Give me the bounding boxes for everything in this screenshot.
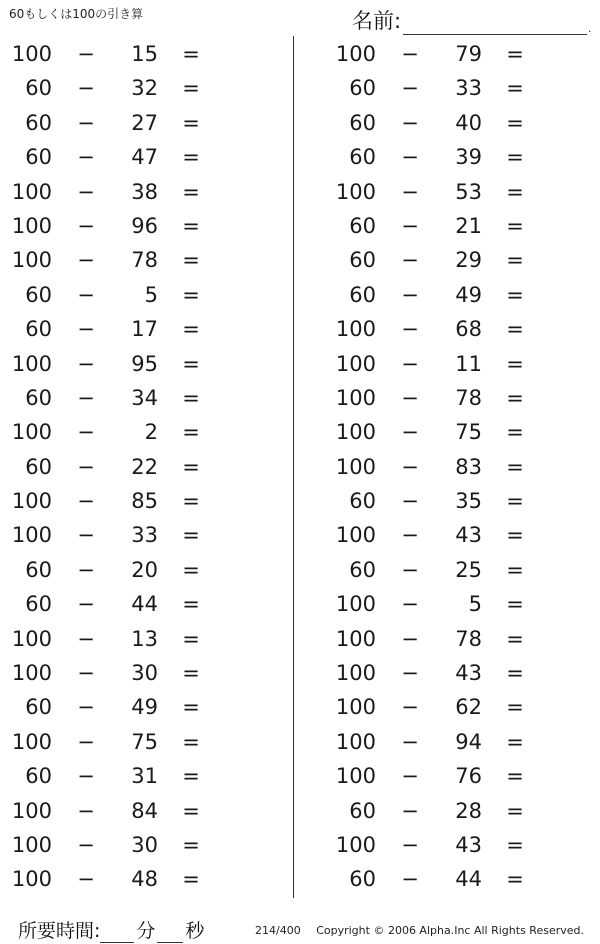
subtrahend: 43	[455, 832, 482, 857]
minuend: 100	[335, 420, 376, 445]
minuend: 60	[25, 76, 52, 101]
time-label: 所要時間:	[18, 920, 101, 942]
problem-row	[324, 243, 584, 277]
problem-row	[0, 725, 260, 759]
problem-row	[324, 106, 584, 140]
problem-row	[0, 587, 260, 621]
minuend: 100	[335, 179, 376, 204]
equals-sign: =	[182, 42, 200, 66]
equals-sign: =	[182, 832, 200, 857]
problem-row	[0, 415, 260, 449]
subtrahend: 20	[131, 557, 158, 582]
minuend: 100	[335, 385, 376, 410]
minus-sign: −	[401, 626, 419, 651]
problem-row	[0, 140, 260, 174]
problem-row	[0, 622, 260, 656]
subtrahend: 25	[455, 557, 482, 582]
problem-row	[324, 484, 584, 518]
name-blank-line[interactable]	[403, 10, 587, 35]
subtrahend: 78	[455, 626, 482, 651]
minuend: 100	[11, 523, 52, 548]
problem-row	[324, 862, 584, 896]
equals-sign: =	[506, 454, 524, 479]
footer-info	[255, 924, 584, 937]
minus-sign: −	[77, 282, 95, 307]
problem-row	[0, 312, 260, 346]
subtrahend: 44	[131, 592, 158, 617]
minuend: 60	[25, 282, 52, 307]
minus-sign: −	[77, 420, 95, 445]
subtrahend: 15	[131, 42, 158, 66]
problem-row	[0, 450, 260, 484]
equals-sign: =	[182, 661, 200, 686]
subtrahend: 68	[455, 317, 482, 342]
subtrahend: 5	[144, 282, 158, 307]
minus-sign: −	[401, 523, 419, 548]
problem-row	[0, 37, 260, 71]
minus-sign: −	[401, 661, 419, 686]
equals-sign: =	[182, 523, 200, 548]
minus-sign: −	[77, 179, 95, 204]
minuend: 100	[11, 248, 52, 273]
subtrahend: 47	[131, 145, 158, 170]
problem-row	[0, 828, 260, 862]
minuend: 100	[11, 626, 52, 651]
minus-sign: −	[77, 626, 95, 651]
subtrahend: 17	[131, 317, 158, 342]
subtrahend: 78	[455, 385, 482, 410]
minuend: 60	[349, 248, 376, 273]
minus-sign: −	[77, 798, 95, 823]
subtrahend: 13	[131, 626, 158, 651]
name-line-dot: .	[588, 24, 592, 35]
minus-sign: −	[77, 523, 95, 548]
equals-sign: =	[182, 557, 200, 582]
minuend: 100	[11, 798, 52, 823]
minuend: 60	[349, 867, 376, 892]
equals-sign: =	[506, 110, 524, 135]
minuend: 60	[349, 110, 376, 135]
equals-sign: =	[506, 867, 524, 892]
minus-sign: −	[401, 557, 419, 582]
problem-row	[0, 484, 260, 518]
page-number: 214/400	[255, 924, 301, 937]
time-taken-field	[18, 916, 206, 943]
equals-sign: =	[506, 661, 524, 686]
equals-sign: =	[506, 592, 524, 617]
minuend: 100	[335, 592, 376, 617]
minuend: 60	[349, 145, 376, 170]
subtrahend: 38	[131, 179, 158, 204]
subtrahend: 32	[131, 76, 158, 101]
subtrahend: 78	[131, 248, 158, 273]
minus-sign: −	[401, 179, 419, 204]
problem-row	[324, 587, 584, 621]
minus-sign: −	[401, 867, 419, 892]
equals-sign: =	[506, 420, 524, 445]
minuend: 100	[335, 661, 376, 686]
subtrahend: 44	[455, 867, 482, 892]
problem-row	[0, 106, 260, 140]
worksheet-title: 60もしくは100の引き算	[9, 7, 144, 21]
equals-sign: =	[182, 282, 200, 307]
equals-sign: =	[506, 145, 524, 170]
subtrahend: 2	[144, 420, 158, 445]
subtrahend: 31	[131, 764, 158, 789]
minutes-label: 分	[136, 920, 156, 942]
minus-sign: −	[401, 832, 419, 857]
minuend: 100	[335, 523, 376, 548]
minus-sign: −	[401, 592, 419, 617]
subtrahend: 49	[131, 695, 158, 720]
equals-sign: =	[182, 248, 200, 273]
problem-row	[324, 312, 584, 346]
minuend: 60	[25, 764, 52, 789]
seconds-label: 秒	[185, 920, 205, 942]
minus-sign: −	[77, 385, 95, 410]
subtrahend: 75	[131, 729, 158, 754]
minus-sign: −	[401, 385, 419, 410]
subtrahend: 83	[455, 454, 482, 479]
minus-sign: −	[401, 248, 419, 273]
equals-sign: =	[506, 42, 524, 66]
minus-sign: −	[77, 592, 95, 617]
minuend: 100	[11, 420, 52, 445]
problem-row	[324, 450, 584, 484]
equals-sign: =	[182, 729, 200, 754]
equals-sign: =	[182, 385, 200, 410]
problem-row	[0, 690, 260, 724]
minuend: 60	[25, 110, 52, 135]
equals-sign: =	[506, 351, 524, 376]
minus-sign: −	[77, 832, 95, 857]
equals-sign: =	[182, 764, 200, 789]
minus-sign: −	[77, 867, 95, 892]
equals-sign: =	[182, 213, 200, 238]
minus-sign: −	[401, 798, 419, 823]
problem-row	[0, 553, 260, 587]
equals-sign: =	[182, 626, 200, 651]
equals-sign: =	[182, 454, 200, 479]
minuend: 100	[11, 42, 52, 66]
minuend: 60	[25, 385, 52, 410]
equals-sign: =	[182, 489, 200, 514]
column-divider	[293, 36, 294, 898]
minuend: 100	[11, 351, 52, 376]
problem-row	[0, 175, 260, 209]
equals-sign: =	[182, 420, 200, 445]
equals-sign: =	[506, 179, 524, 204]
minuend: 100	[335, 351, 376, 376]
right-problem-column	[324, 37, 584, 897]
minus-sign: −	[401, 489, 419, 514]
problem-row	[324, 71, 584, 105]
equals-sign: =	[182, 798, 200, 823]
equals-sign: =	[182, 145, 200, 170]
subtrahend: 85	[131, 489, 158, 514]
minuend: 100	[11, 832, 52, 857]
problem-row	[0, 243, 260, 277]
minus-sign: −	[401, 695, 419, 720]
minus-sign: −	[401, 213, 419, 238]
equals-sign: =	[506, 626, 524, 651]
subtrahend: 35	[455, 489, 482, 514]
equals-sign: =	[506, 282, 524, 307]
problem-row	[0, 794, 260, 828]
minus-sign: −	[77, 489, 95, 514]
problem-row	[324, 725, 584, 759]
subtrahend: 34	[131, 385, 158, 410]
minus-sign: −	[77, 213, 95, 238]
subtrahend: 28	[455, 798, 482, 823]
problem-row	[0, 381, 260, 415]
minuend: 100	[335, 454, 376, 479]
minuend: 100	[11, 729, 52, 754]
subtrahend: 79	[455, 42, 482, 66]
minus-sign: −	[401, 145, 419, 170]
subtrahend: 75	[455, 420, 482, 445]
equals-sign: =	[506, 695, 524, 720]
subtrahend: 96	[131, 213, 158, 238]
minuend: 60	[349, 489, 376, 514]
minus-sign: −	[77, 764, 95, 789]
equals-sign: =	[182, 867, 200, 892]
minuend: 60	[349, 76, 376, 101]
problem-row	[324, 553, 584, 587]
minuend: 100	[11, 867, 52, 892]
equals-sign: =	[506, 317, 524, 342]
minus-sign: −	[77, 351, 95, 376]
subtrahend: 40	[455, 110, 482, 135]
minus-sign: −	[401, 351, 419, 376]
problem-row	[324, 381, 584, 415]
subtrahend: 33	[455, 76, 482, 101]
minus-sign: −	[77, 695, 95, 720]
minus-sign: −	[401, 42, 419, 66]
problem-row	[324, 37, 584, 71]
minus-sign: −	[77, 248, 95, 273]
equals-sign: =	[506, 213, 524, 238]
problem-row	[0, 209, 260, 243]
subtrahend: 27	[131, 110, 158, 135]
minuend: 60	[349, 798, 376, 823]
subtrahend: 30	[131, 832, 158, 857]
minus-sign: −	[401, 764, 419, 789]
subtrahend: 43	[455, 661, 482, 686]
subtrahend: 94	[455, 729, 482, 754]
copyright-notice: Copyright © 2006 Alpha.Inc All Rights Reserved.	[316, 924, 584, 937]
minuend: 100	[11, 661, 52, 686]
equals-sign: =	[506, 832, 524, 857]
problem-row	[0, 656, 260, 690]
subtrahend: 43	[455, 523, 482, 548]
subtrahend: 62	[455, 695, 482, 720]
minus-sign: −	[401, 110, 419, 135]
equals-sign: =	[506, 523, 524, 548]
problem-row	[324, 622, 584, 656]
problem-row	[324, 828, 584, 862]
minuend: 60	[25, 695, 52, 720]
problem-row	[0, 862, 260, 896]
subtrahend: 39	[455, 145, 482, 170]
equals-sign: =	[506, 798, 524, 823]
name-field	[352, 5, 591, 35]
minuend: 100	[335, 317, 376, 342]
subtrahend: 5	[468, 592, 482, 617]
subtrahend: 21	[455, 213, 482, 238]
minuend: 100	[11, 213, 52, 238]
problem-row	[324, 690, 584, 724]
problem-row	[324, 347, 584, 381]
problem-row	[0, 518, 260, 552]
minuend: 60	[25, 317, 52, 342]
minus-sign: −	[401, 420, 419, 445]
minus-sign: −	[401, 282, 419, 307]
problem-row	[324, 209, 584, 243]
subtrahend: 33	[131, 523, 158, 548]
subtrahend: 30	[131, 661, 158, 686]
minutes-blank[interactable]	[100, 922, 134, 943]
subtrahend: 95	[131, 351, 158, 376]
minus-sign: −	[77, 110, 95, 135]
equals-sign: =	[506, 385, 524, 410]
equals-sign: =	[506, 76, 524, 101]
minus-sign: −	[77, 729, 95, 754]
subtrahend: 22	[131, 454, 158, 479]
subtrahend: 84	[131, 798, 158, 823]
minus-sign: −	[77, 42, 95, 66]
equals-sign: =	[182, 695, 200, 720]
minuend: 100	[335, 626, 376, 651]
problem-row	[324, 656, 584, 690]
minus-sign: −	[401, 317, 419, 342]
left-problem-column	[0, 37, 260, 897]
minuend: 60	[349, 282, 376, 307]
minuend: 100	[335, 695, 376, 720]
minuend: 100	[335, 832, 376, 857]
subtrahend: 53	[455, 179, 482, 204]
subtrahend: 11	[455, 351, 482, 376]
equals-sign: =	[506, 764, 524, 789]
equals-sign: =	[506, 248, 524, 273]
minus-sign: −	[401, 76, 419, 101]
minuend: 60	[25, 145, 52, 170]
minus-sign: −	[77, 145, 95, 170]
problem-row	[0, 71, 260, 105]
minus-sign: −	[77, 76, 95, 101]
equals-sign: =	[182, 351, 200, 376]
equals-sign: =	[182, 317, 200, 342]
subtrahend: 29	[455, 248, 482, 273]
equals-sign: =	[506, 489, 524, 514]
minuend: 100	[335, 42, 376, 66]
minus-sign: −	[401, 454, 419, 479]
problem-row	[324, 518, 584, 552]
problem-row	[324, 140, 584, 174]
minuend: 100	[11, 179, 52, 204]
problem-row	[324, 794, 584, 828]
equals-sign: =	[182, 76, 200, 101]
problem-row	[324, 278, 584, 312]
minus-sign: −	[77, 317, 95, 342]
minuend: 60	[25, 557, 52, 582]
minuend: 60	[25, 592, 52, 617]
equals-sign: =	[506, 729, 524, 754]
minuend: 100	[335, 764, 376, 789]
minuend: 100	[11, 489, 52, 514]
subtrahend: 48	[131, 867, 158, 892]
problem-row	[0, 347, 260, 381]
seconds-blank[interactable]	[157, 922, 183, 943]
minus-sign: −	[77, 454, 95, 479]
problem-row	[324, 175, 584, 209]
problem-row	[0, 278, 260, 312]
subtrahend: 76	[455, 764, 482, 789]
problem-row	[324, 759, 584, 793]
minus-sign: −	[77, 661, 95, 686]
equals-sign: =	[182, 592, 200, 617]
problem-row	[0, 759, 260, 793]
equals-sign: =	[506, 557, 524, 582]
equals-sign: =	[182, 179, 200, 204]
subtrahend: 49	[455, 282, 482, 307]
minuend: 60	[349, 557, 376, 582]
equals-sign: =	[182, 110, 200, 135]
minuend: 60	[25, 454, 52, 479]
minus-sign: −	[77, 557, 95, 582]
name-label: 名前:	[352, 9, 402, 33]
minus-sign: −	[401, 729, 419, 754]
problem-row	[324, 415, 584, 449]
minuend: 60	[349, 213, 376, 238]
minuend: 100	[335, 729, 376, 754]
